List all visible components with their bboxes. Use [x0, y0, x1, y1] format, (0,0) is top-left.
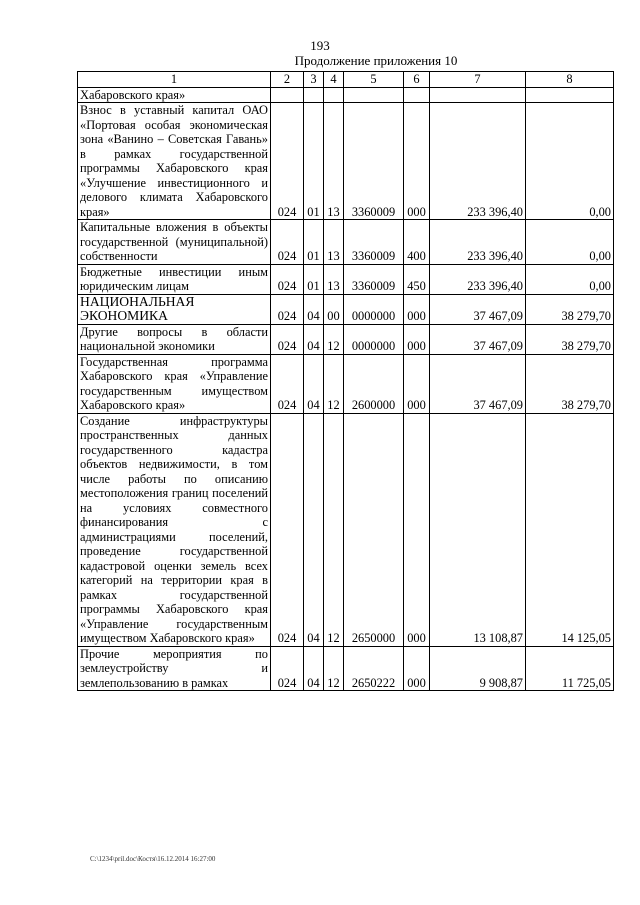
- cell-expense-type: 000: [404, 103, 430, 220]
- table-row: [78, 87, 614, 103]
- row-name: Бюджетные инвестиции иным юридическим лицам: [78, 264, 271, 294]
- cell-amount-2: 0,00: [526, 103, 614, 220]
- cell-ministry: 024: [271, 294, 304, 324]
- cell-amount-2: 38 279,70: [526, 354, 614, 413]
- cell-amount-2: 0,00: [526, 264, 614, 294]
- cell-target-article: 2600000: [344, 354, 404, 413]
- cell-subsection: 12: [324, 354, 344, 413]
- table-row: [78, 646, 614, 691]
- cell-amount-2: 11 725,05: [526, 646, 614, 691]
- cell-target-article: 0000000: [344, 324, 404, 354]
- row-name: Хабаровского края»: [78, 87, 271, 103]
- cell-amount-1: 233 396,40: [430, 220, 526, 265]
- cell-expense-type: 000: [404, 413, 430, 646]
- cell-subsection: [324, 87, 344, 103]
- budget-table: [77, 71, 614, 691]
- cell-expense-type: 400: [404, 220, 430, 265]
- cell-amount-2: 38 279,70: [526, 324, 614, 354]
- cell-subsection: 13: [324, 220, 344, 265]
- cell-amount-1: [430, 87, 526, 103]
- row-name: Создание инфраструктуры пространственных данных государственного кадастра объектов недвижимости, в том числе работы по описанию местоположения границ поселений на условиях совместного финансирования с администрациями поселений, проведение государственной кадастровой оценки земель всех категорий на территории края в рамках государственной программы Хабаровского края «Управление государственным имуществом Хабаровского края»: [78, 413, 271, 646]
- cell-expense-type: 000: [404, 646, 430, 691]
- row-name: Прочие мероприятия по землеустройству и землепользованию в рамках: [78, 646, 271, 691]
- column-header: 5: [344, 72, 404, 88]
- cell-target-article: 2650000: [344, 413, 404, 646]
- cell-section: [304, 87, 324, 103]
- cell-amount-2: 0,00: [526, 220, 614, 265]
- cell-expense-type: 000: [404, 294, 430, 324]
- table-row: [78, 103, 614, 220]
- page-number: 193: [310, 38, 330, 53]
- cell-ministry: 024: [271, 324, 304, 354]
- row-name: Другие вопросы в области национальной экономики: [78, 324, 271, 354]
- table-row: [78, 264, 614, 294]
- footer-file-path: C:\1234\pril.doc\Костя\16.12.2014 16:27:00: [90, 855, 216, 863]
- column-header: 3: [304, 72, 324, 88]
- column-header: 2: [271, 72, 304, 88]
- cell-ministry: [271, 87, 304, 103]
- cell-subsection: 13: [324, 103, 344, 220]
- row-name: НАЦИОНАЛЬНАЯ ЭКОНОМИКА: [78, 294, 271, 324]
- column-header: 8: [526, 72, 614, 88]
- cell-target-article: 3360009: [344, 264, 404, 294]
- cell-section: 04: [304, 324, 324, 354]
- continuation-title: Продолжение приложения 10: [294, 53, 458, 68]
- cell-subsection: 13: [324, 264, 344, 294]
- cell-amount-1: 37 467,09: [430, 324, 526, 354]
- cell-section: 04: [304, 354, 324, 413]
- cell-ministry: 024: [271, 264, 304, 294]
- cell-amount-1: 9 908,87: [430, 646, 526, 691]
- cell-subsection: 12: [324, 324, 344, 354]
- table-row: [78, 324, 614, 354]
- cell-expense-type: 000: [404, 354, 430, 413]
- cell-amount-2: 38 279,70: [526, 294, 614, 324]
- cell-amount-1: 37 467,09: [430, 294, 526, 324]
- cell-ministry: 024: [271, 354, 304, 413]
- cell-section: 01: [304, 264, 324, 294]
- cell-ministry: 024: [271, 646, 304, 691]
- table-row: [78, 354, 614, 413]
- cell-amount-1: 233 396,40: [430, 103, 526, 220]
- column-header: 1: [78, 72, 271, 88]
- cell-ministry: 024: [271, 220, 304, 265]
- cell-subsection: 12: [324, 646, 344, 691]
- cell-section: 04: [304, 294, 324, 324]
- cell-amount-2: [526, 87, 614, 103]
- column-header: 6: [404, 72, 430, 88]
- cell-target-article: 0000000: [344, 294, 404, 324]
- table-row: [78, 220, 614, 265]
- cell-amount-1: 13 108,87: [430, 413, 526, 646]
- cell-target-article: [344, 87, 404, 103]
- cell-amount-1: 37 467,09: [430, 354, 526, 413]
- cell-target-article: 3360009: [344, 103, 404, 220]
- cell-section: 01: [304, 220, 324, 265]
- cell-section: 01: [304, 103, 324, 220]
- cell-expense-type: [404, 87, 430, 103]
- cell-section: 04: [304, 413, 324, 646]
- cell-ministry: 024: [271, 103, 304, 220]
- cell-subsection: 12: [324, 413, 344, 646]
- cell-expense-type: 450: [404, 264, 430, 294]
- column-header: 7: [430, 72, 526, 88]
- cell-ministry: 024: [271, 413, 304, 646]
- cell-amount-1: 233 396,40: [430, 264, 526, 294]
- header-row: [78, 72, 614, 88]
- row-name: Государственная программа Хабаровского края «Управление государственным имуществом Хабаровского края»: [78, 354, 271, 413]
- cell-subsection: 00: [324, 294, 344, 324]
- cell-expense-type: 000: [404, 324, 430, 354]
- cell-target-article: 2650222: [344, 646, 404, 691]
- table-row: [78, 294, 614, 324]
- column-header: 4: [324, 72, 344, 88]
- cell-amount-2: 14 125,05: [526, 413, 614, 646]
- row-name: Взнос в уставный капитал ОАО «Портовая особая экономическая зона «Ванино – Советская Гавань» в рамках государственной программы Хабаровского края «Улучшение инвестиционного и делового климата Хабаровского края»: [78, 103, 271, 220]
- table-row: [78, 413, 614, 646]
- row-name: Капитальные вложения в объекты государственной (муниципальной) собственности: [78, 220, 271, 265]
- cell-target-article: 3360009: [344, 220, 404, 265]
- cell-section: 04: [304, 646, 324, 691]
